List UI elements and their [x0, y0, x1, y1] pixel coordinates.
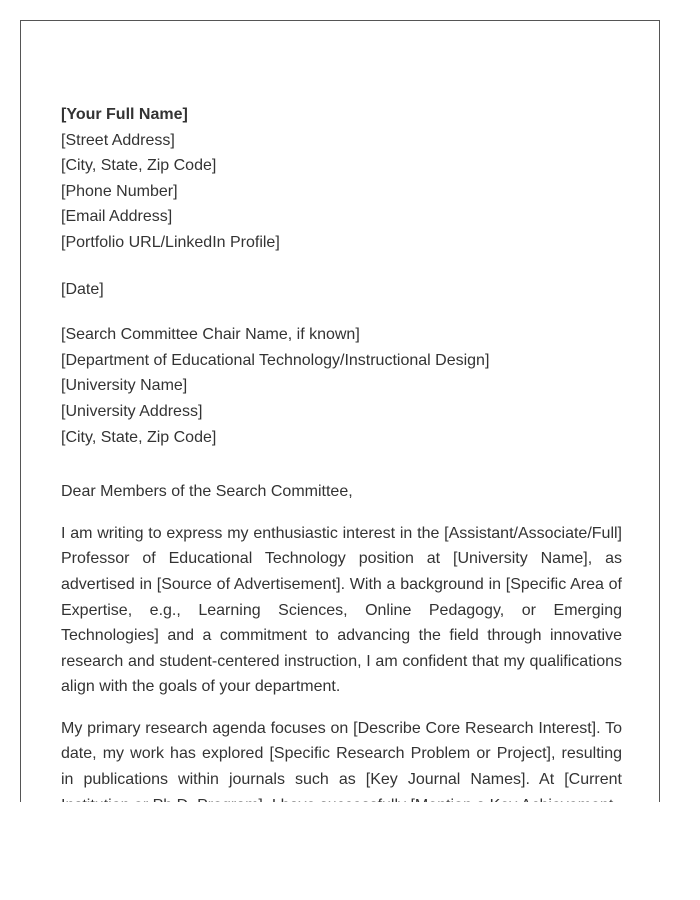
- recipient-address: [University Address]: [61, 402, 203, 420]
- recipient-chair: [Search Committee Chair Name, if known]: [61, 326, 360, 344]
- recipient-university: [University Name]: [61, 377, 188, 395]
- letter-body: [61, 102, 622, 818]
- sender-block: [61, 102, 622, 256]
- sender-phone: [Phone Number]: [61, 182, 178, 200]
- sender-name: [Your Full Name]: [61, 106, 188, 123]
- recipient-city: [City, State, Zip Code]: [61, 428, 217, 446]
- sender-city: [City, State, Zip Code]: [61, 157, 217, 175]
- page-cutoff-area: [0, 802, 700, 900]
- paragraph-intro: I am writing to express my enthusiastic interest in the [Assistant/Associate/Full] Professor of Educational Technology position at [University Name], as advertised in [Source of Advertisement]. With a background in [Specific Area of Expertise, e.g., Learning Sciences, Online Pedagogy, or Emerging Technologies] and a commitment to advancing the field through innovative research and student-centered instruction, I am confident that my qualifications align with the goals of your department.: [61, 524, 622, 696]
- sender-portfolio: [Portfolio URL/LinkedIn Profile]: [61, 233, 280, 251]
- salutation: Dear Members of the Search Committee,: [61, 483, 353, 501]
- sender-street: [Street Address]: [61, 131, 175, 149]
- recipient-block: [61, 322, 622, 450]
- paragraph-research: My primary research agenda focuses on [Describe Core Research Interest]. To date, my work has explored [Specific Research Problem or Project], resulting in publications within journals such as [Key Journal Names]. At [Current: [61, 719, 622, 789]
- date-block: [61, 277, 622, 303]
- recipient-department: [Department of Educational Technology/Instructional Design]: [61, 351, 490, 369]
- letter-date: [Date]: [61, 280, 104, 298]
- letter-page: [20, 20, 660, 802]
- sender-email: [Email Address]: [61, 208, 173, 226]
